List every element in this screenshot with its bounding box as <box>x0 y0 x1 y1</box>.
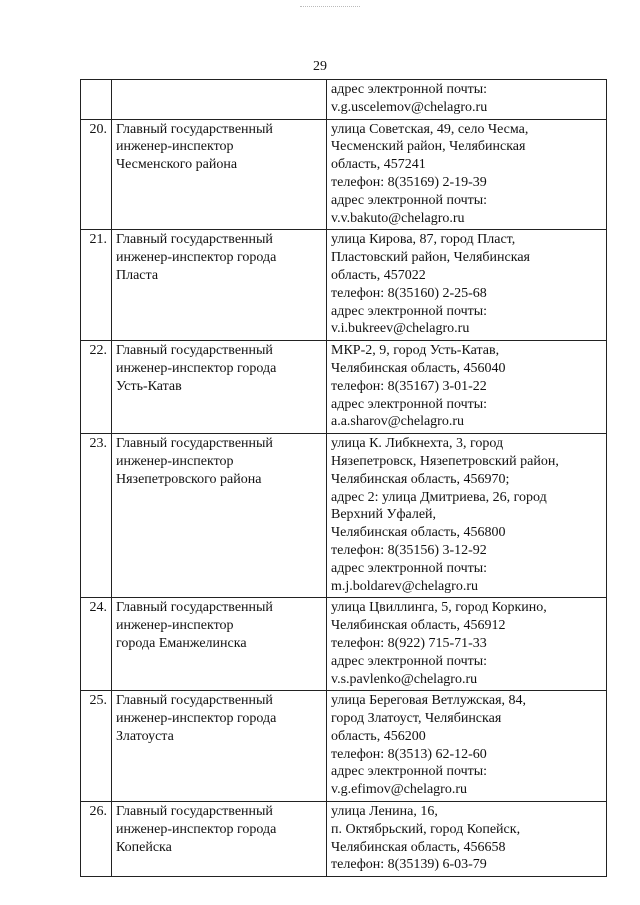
table-row <box>81 80 607 120</box>
contact-line: Челябинская область, 456970; <box>331 471 510 487</box>
inspector-title-line: Главный государственный <box>116 693 273 709</box>
contact-line: улица Цвиллинга, 5, город Коркино, <box>331 600 547 616</box>
scan-header-mark <box>300 6 360 9</box>
table-row <box>81 802 607 877</box>
contact-line: телефон: 8(35169) 2-19-39 <box>331 174 487 190</box>
table-row <box>81 119 607 230</box>
contact-line: Верхний Уфалей, <box>331 507 437 523</box>
contact-details <box>327 598 607 691</box>
inspector-contacts-table <box>80 79 607 877</box>
contact-line: телефон: 8(35167) 3-01-22 <box>331 378 487 394</box>
contact-line: v.v.bakuto@chelagro.ru <box>331 210 465 226</box>
table-row <box>81 230 607 341</box>
contact-line: адрес электронной почты: <box>331 764 488 780</box>
contact-line: область, 457022 <box>331 267 426 283</box>
inspector-title-line: инженер-инспектор города <box>116 250 277 266</box>
contact-line: адрес электронной почты: <box>331 303 488 319</box>
contact-details <box>327 119 607 230</box>
contact-details <box>327 802 607 877</box>
row-number: 20. <box>81 119 112 230</box>
table-row <box>81 434 607 598</box>
inspector-title-line: Главный государственный <box>116 804 273 820</box>
inspector-title <box>112 434 327 598</box>
contact-line: Нязепетровск, Нязепетровский район, <box>331 453 559 469</box>
row-number: 24. <box>81 598 112 691</box>
inspector-title <box>112 119 327 230</box>
contact-line: город Златоуст, Челябинская <box>331 711 502 727</box>
contact-line: v.i.bukreev@chelagro.ru <box>331 321 470 337</box>
contact-line: телефон: 8(3513) 62-12-60 <box>331 746 487 762</box>
contact-line: адрес электронной почты: <box>331 192 488 208</box>
contact-details <box>327 341 607 434</box>
contact-line: v.s.pavlenko@chelagro.ru <box>331 671 478 687</box>
contact-line: Челябинская область, 456912 <box>331 618 506 634</box>
inspector-title-line: инженер-инспектор <box>116 453 234 469</box>
inspector-title-line: Главный государственный <box>116 121 273 137</box>
contact-line: Челябинская область, 456800 <box>331 525 506 541</box>
row-number: 26. <box>81 802 112 877</box>
table-row <box>81 341 607 434</box>
inspector-title-line: Пласта <box>116 267 159 283</box>
contact-line: телефон: 8(35156) 3-12-92 <box>331 542 487 558</box>
contact-line: a.a.sharov@chelagro.ru <box>331 414 464 430</box>
contact-line: улица Ленина, 16, <box>331 804 438 820</box>
contact-line: телефон: 8(35160) 2-25-68 <box>331 285 487 301</box>
inspector-title-line: города Еманжелинска <box>116 635 247 651</box>
contact-line: улица Кирова, 87, город Пласт, <box>331 232 516 248</box>
inspector-title-line: инженер-инспектор города <box>116 360 277 376</box>
inspector-title-line: Нязепетровского района <box>116 471 262 487</box>
inspector-title-line: Копейска <box>116 839 172 855</box>
inspector-title-line: Главный государственный <box>116 436 273 452</box>
inspector-title-line: Главный государственный <box>116 232 273 248</box>
contact-line: улица Береговая Ветлужская, 84, <box>331 693 527 709</box>
contact-line: v.g.uscelemov@chelagro.ru <box>331 99 488 115</box>
inspector-title-line: инженер-инспектор <box>116 618 234 634</box>
contact-line: адрес электронной почты: <box>331 653 488 669</box>
inspector-title <box>112 80 327 120</box>
inspector-title <box>112 598 327 691</box>
inspector-title-line: инженер-инспектор <box>116 139 234 155</box>
contact-details <box>327 691 607 802</box>
contact-line: m.j.boldarev@chelagro.ru <box>331 578 479 594</box>
inspector-title <box>112 230 327 341</box>
contact-line: Челябинская область, 456658 <box>331 839 506 855</box>
inspector-title <box>112 341 327 434</box>
inspector-title <box>112 802 327 877</box>
contact-line: телефон: 8(35139) 6-03-79 <box>331 857 487 873</box>
row-number <box>81 80 112 120</box>
contact-line: улица Советская, 49, село Чесма, <box>331 121 529 137</box>
inspector-title <box>112 691 327 802</box>
contact-line: область, 456200 <box>331 728 426 744</box>
contact-line: адрес электронной почты: <box>331 82 488 97</box>
inspector-title-line: инженер-инспектор города <box>116 711 277 727</box>
contact-details <box>327 434 607 598</box>
row-number: 21. <box>81 230 112 341</box>
inspector-title-line: Главный государственный <box>116 343 273 359</box>
contact-line: Чесменский район, Челябинская <box>331 139 526 155</box>
contact-line: улица К. Либкнехта, 3, город <box>331 436 504 452</box>
inspector-title-line: Усть-Катав <box>116 378 182 394</box>
inspector-title-line: инженер-инспектор города <box>116 821 277 837</box>
inspector-title-line: Главный государственный <box>116 600 273 616</box>
contact-line: Пластовский район, Челябинская <box>331 250 530 266</box>
inspector-title-line: Чесменского района <box>116 157 238 173</box>
contact-line: адрес 2: улица Дмитриева, 26, город <box>331 489 547 505</box>
inspector-title-line: Златоуста <box>116 728 174 744</box>
contact-details <box>327 80 607 120</box>
table-row <box>81 691 607 802</box>
contact-details <box>327 230 607 341</box>
table-row <box>81 598 607 691</box>
row-number: 22. <box>81 341 112 434</box>
contact-line: адрес электронной почты: <box>331 560 488 576</box>
contact-line: область, 457241 <box>331 157 426 173</box>
contact-line: Челябинская область, 456040 <box>331 360 506 376</box>
contact-line: адрес электронной почты: <box>331 396 488 412</box>
contact-line: v.g.efimov@chelagro.ru <box>331 782 467 798</box>
page-number: 29 <box>313 59 327 74</box>
contact-line: МКР-2, 9, город Усть-Катав, <box>331 343 500 359</box>
contact-line: телефон: 8(922) 715-71-33 <box>331 635 487 651</box>
contact-line: п. Октябрьский, город Копейск, <box>331 821 521 837</box>
row-number: 23. <box>81 434 112 598</box>
row-number: 25. <box>81 691 112 802</box>
